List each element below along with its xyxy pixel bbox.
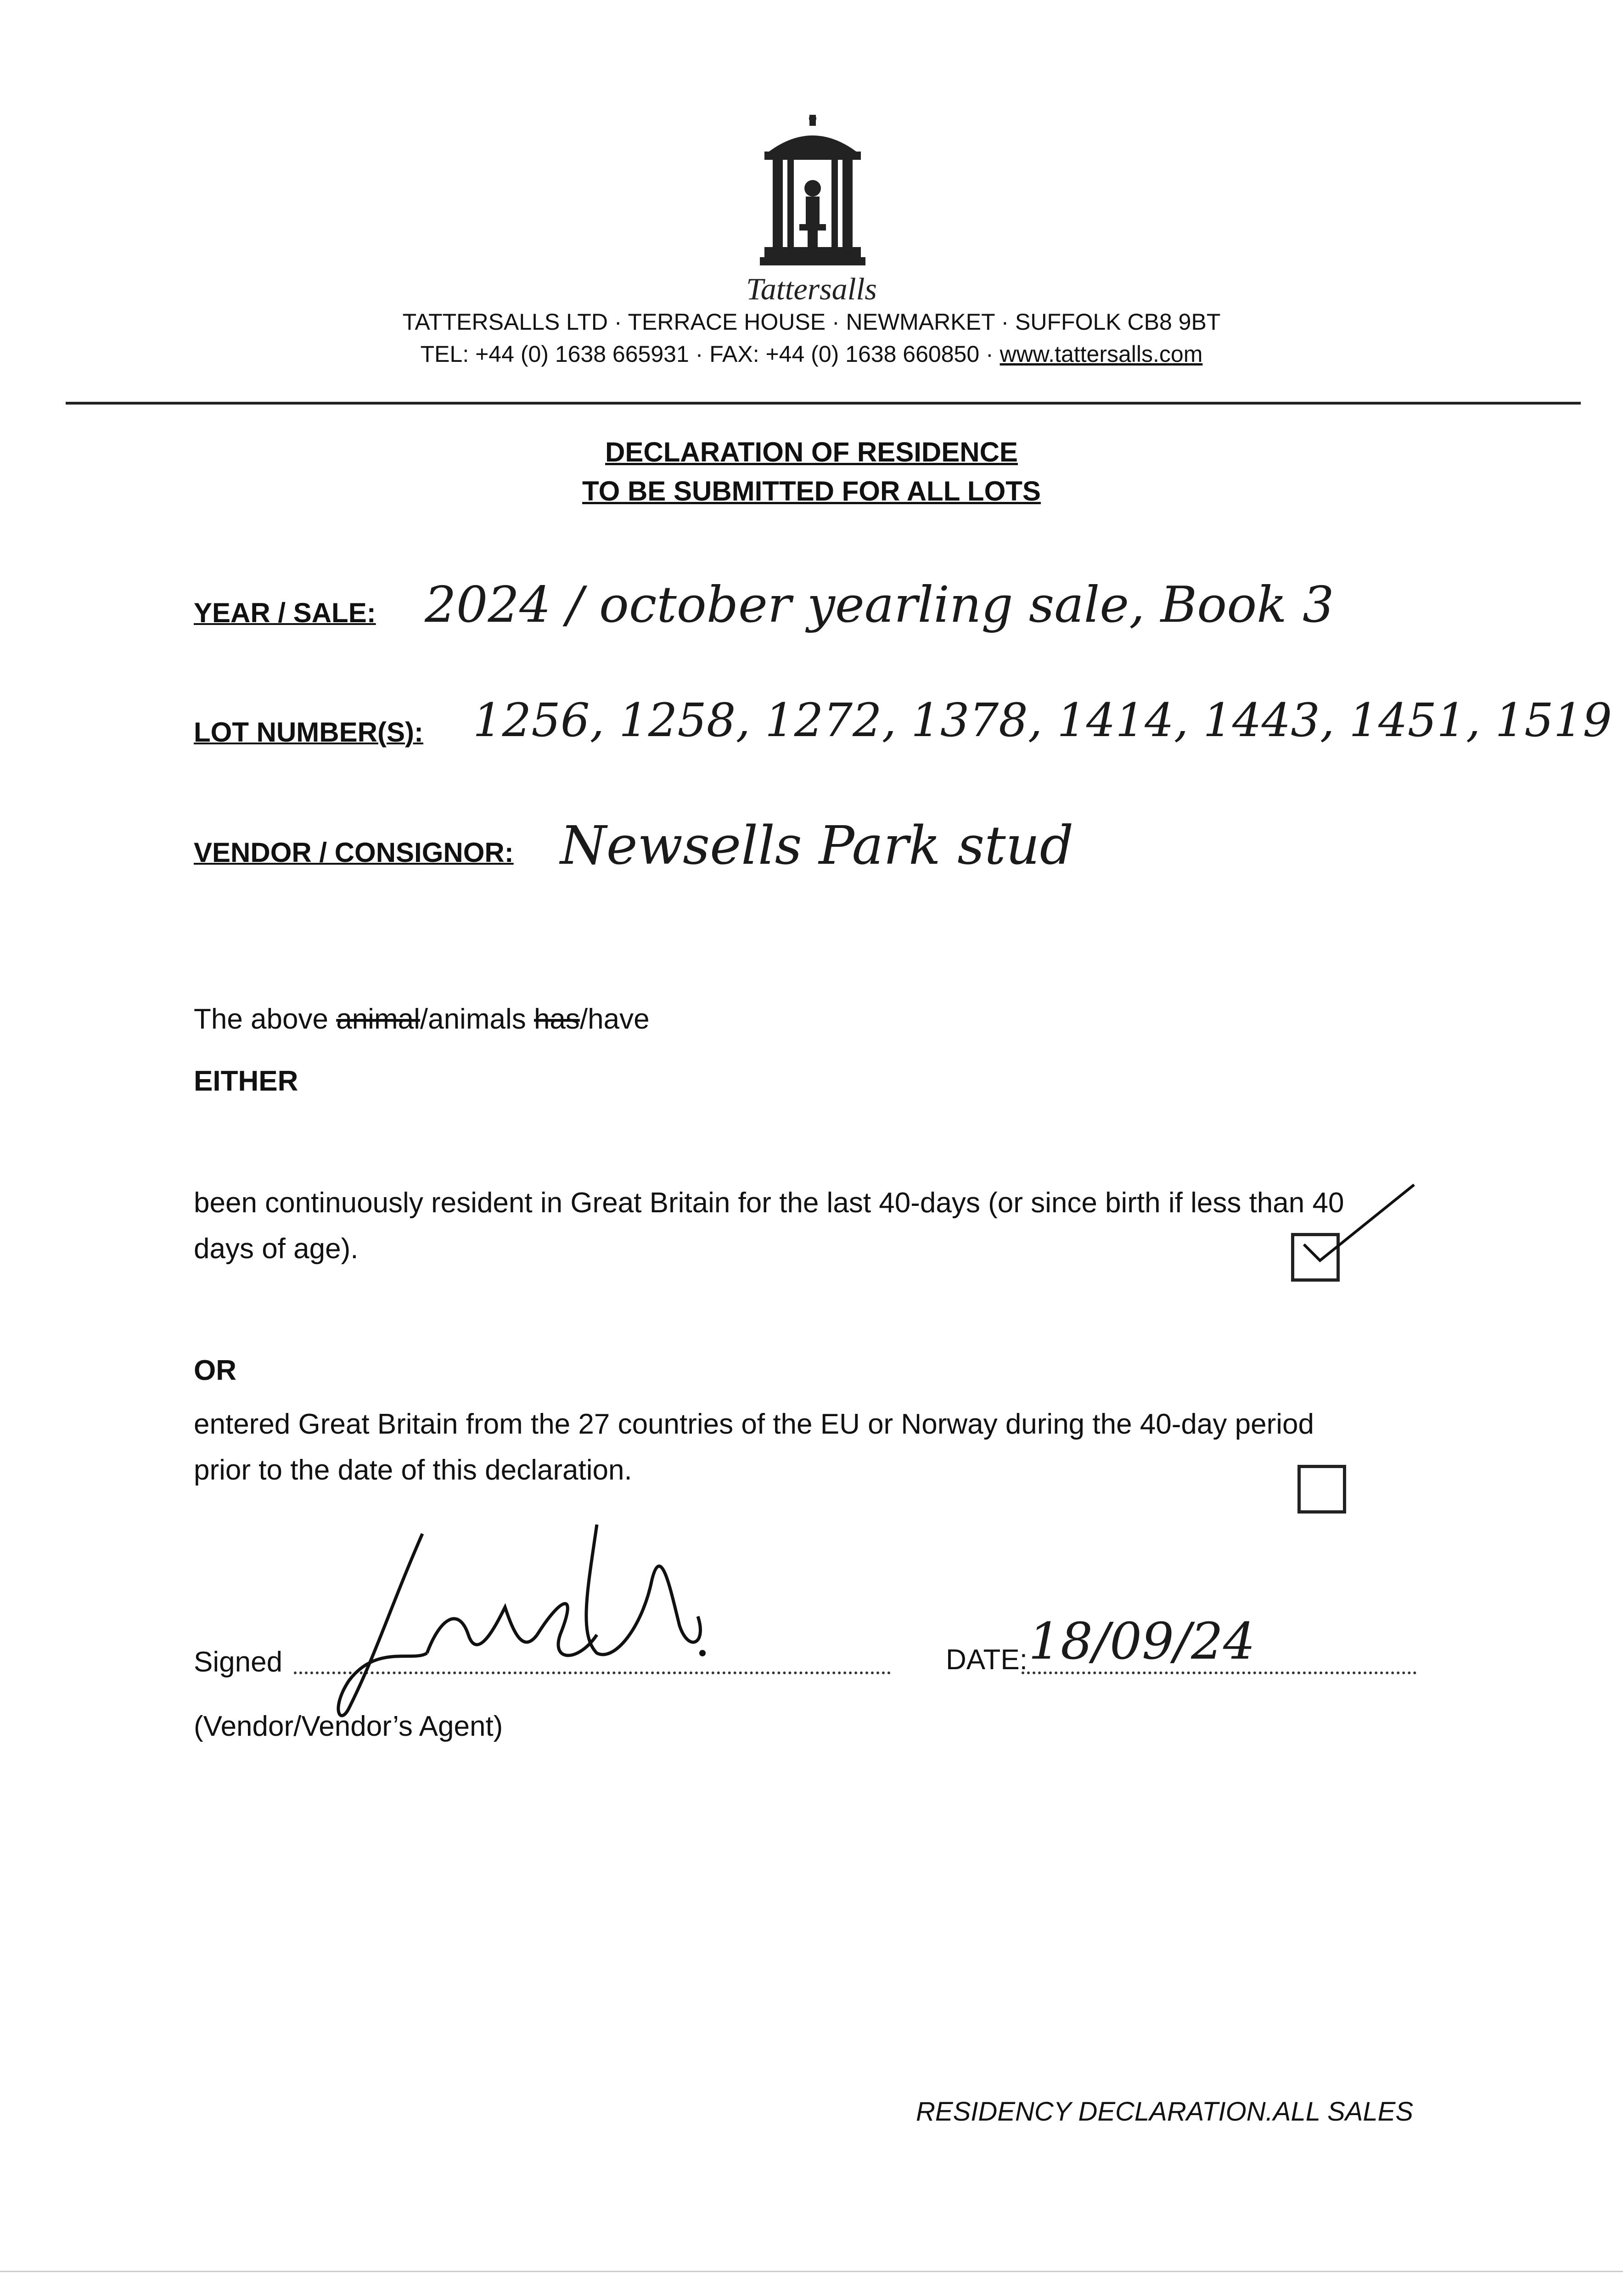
year-sale-label: YEAR / SALE: [194,597,376,628]
option1-text-line1: been continuously resident in Great Britain for the last 40-days (or since birth if less than 40 [194,1187,1344,1219]
option2-text-line2: prior to the date of this declaration. [194,1454,632,1486]
statement-prefix: The above [194,1003,337,1035]
handwritten-signature [321,1515,735,1727]
document-title: DECLARATION OF RESIDENCE [605,437,1018,467]
date-value: 18/09/24 [1028,1612,1256,1671]
option2-checkbox[interactable] [1297,1465,1346,1514]
header-divider [66,402,1581,405]
page-bottom-edge [0,2271,1623,2272]
option1-text-line2: days of age). [194,1233,359,1265]
website-link[interactable]: www.tattersalls.com [1000,341,1203,367]
company-address: TATTERSALLS LTD · TERRACE HOUSE · NEWMARKET · SUFFOLK CB8 9BT [402,309,1221,335]
date-label: DATE: [946,1644,1028,1676]
statement-middle: /animals [420,1003,534,1035]
signed-label: Signed [194,1646,283,1678]
either-heading: EITHER [194,1065,298,1097]
struck-animal: animal [336,1003,420,1035]
tattersalls-logo [760,115,865,266]
document-subtitle: TO BE SUBMITTED FOR ALL LOTS [582,476,1041,506]
or-heading: OR [194,1355,236,1386]
date-line [1022,1671,1416,1674]
checkmark-icon [1276,1176,1432,1286]
statement-intro [194,996,650,1042]
lot-numbers-value: 1256, 1258, 1272, 1378, 1414, 1443, 1451, 1519 [473,693,1612,747]
company-contact [0,341,1623,367]
footer-reference: RESIDENCY DECLARATION.ALL SALES [916,2097,1414,2127]
signer-role: (Vendor/Vendor’s Agent) [194,1711,503,1742]
struck-has: has [534,1003,580,1035]
vendor-consignor-label: VENDOR / CONSIGNOR: [194,837,514,868]
statement-suffix: /have [579,1003,650,1035]
year-sale-value: 2024 / october yearling sale, Book 3 [425,576,1334,634]
contact-numbers: TEL: +44 (0) 1638 665931 · FAX: +44 (0) 1638 660850 · [420,341,1000,367]
lot-numbers-label: LOT NUMBER(S): [194,717,423,748]
vendor-consignor-value: Newsells Park stud [560,815,1074,877]
option2-text-line1: entered Great Britain from the 27 countries of the EU or Norway during the 40-day period [194,1408,1314,1440]
brand-name: Tattersalls [746,271,877,306]
